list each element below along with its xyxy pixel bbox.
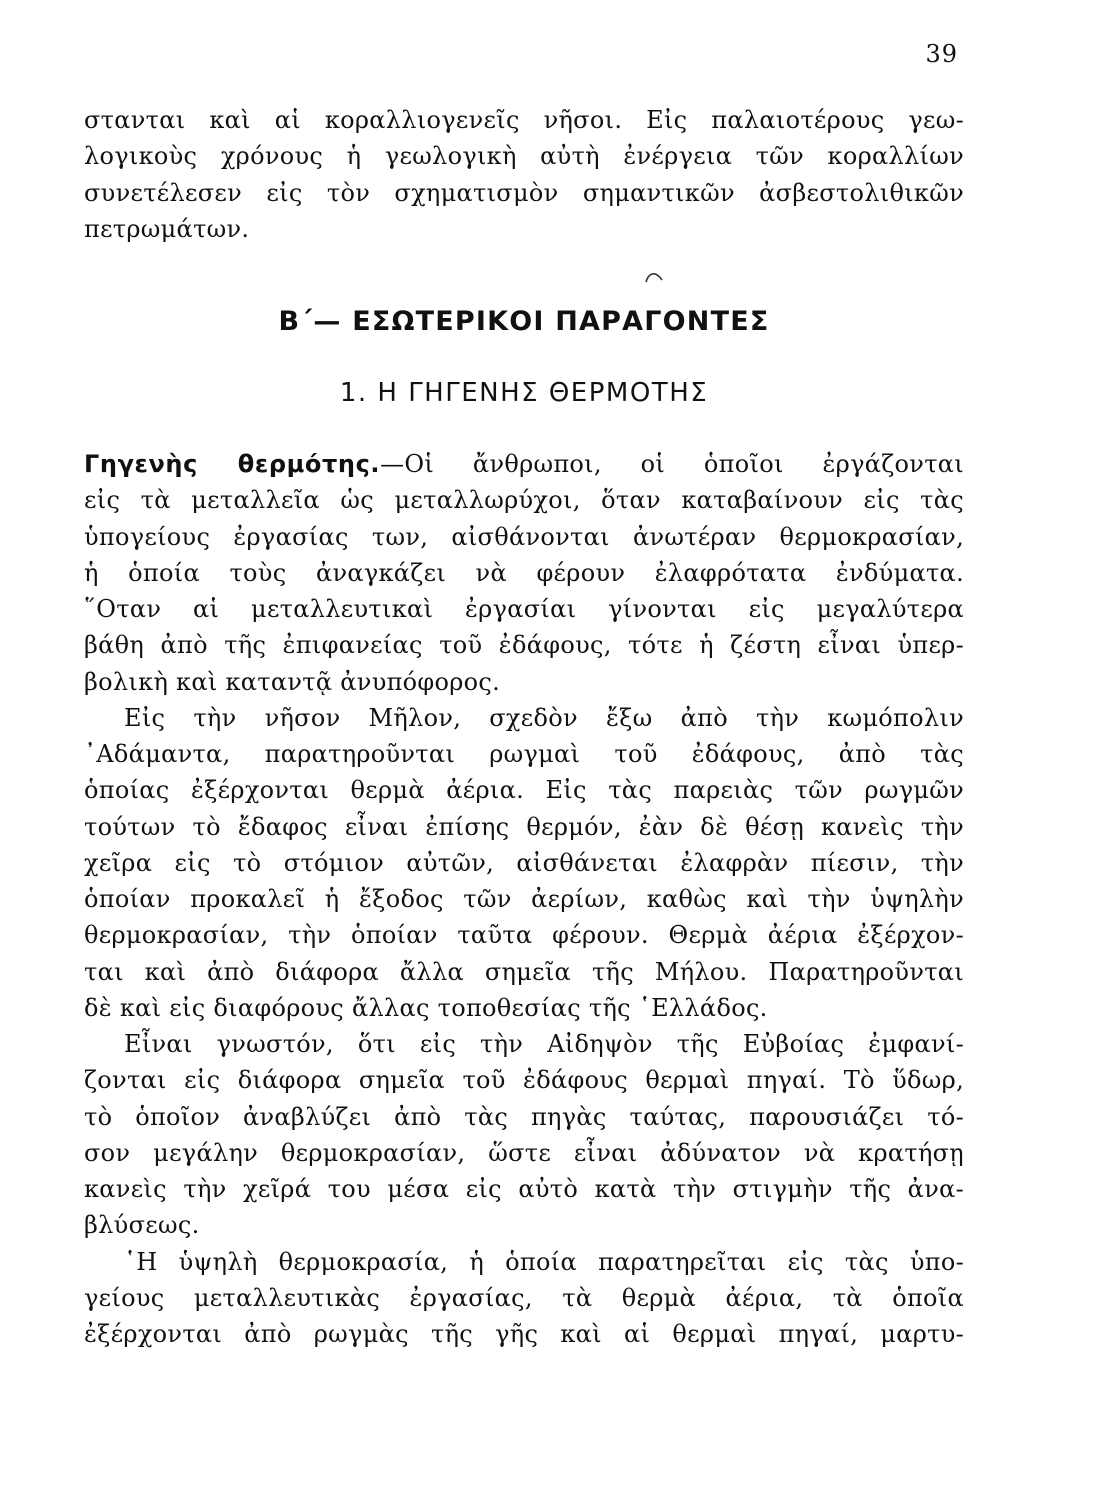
text-line: πετρωμάτων. — [84, 214, 250, 243]
section-heading: Β΄— ΕΣΩΤΕΡΙΚΟΙ ΠΑΡΑΓΟΝΤΕΣ — [278, 306, 770, 337]
text-line: εἰς τὰ μεταλλεῖα ὡς μεταλλωρύχοι, ὅταν καταβαίνουν εἰς τὰς — [84, 486, 964, 515]
pencil-mark-icon — [644, 270, 664, 284]
text-line: ζονται εἰς διάφορα σημεῖα τοῦ ἐδάφους θερμαὶ πηγαί. Τὸ ὕδωρ, — [84, 1066, 964, 1095]
text-line: ὁποίας ἐξέρχονται θερμὰ ἀέρια. Εἰς τὰς παρειὰς τῶν ρωγμῶν — [84, 776, 964, 805]
book-page — [84, 0, 964, 1500]
text-line: ῾Η ὑψηλὴ θερμοκρασία, ἡ ὁποία παρατηρεῖται εἰς τὰς ὑπο- — [124, 1247, 964, 1276]
text-line: θερμοκρασίαν, τὴν ὁποίαν ταῦτα φέρουν. Θερμὰ ἀέρια ἐξέρχον- — [84, 921, 964, 950]
text-line: ται καὶ ἀπὸ διάφορα ἄλλα σημεῖα τῆς Μήλου. Παρατηροῦνται — [84, 957, 964, 986]
text-line: ᾿Αδάμαντα, παρατηροῦνται ρωγμαὶ τοῦ ἐδάφους, ἀπὸ τὰς — [84, 740, 964, 768]
text-line: συνετέλεσεν εἰς τὸν σχηματισμὸν σημαντικῶν ἀσβεστολιθικῶν — [84, 178, 964, 207]
text-line: λογικοὺς χρόνους ἡ γεωλογικὴ αὐτὴ ἐνέργεια τῶν κοραλλίων — [84, 142, 964, 171]
text-line: ἡ ὁποία τοὺς ἀναγκάζει νὰ φέρουν ἐλαφρότατα ἐνδύματα. — [84, 558, 964, 587]
text-line: βλύσεως. — [84, 1211, 200, 1240]
text-line: χεῖρα εἰς τὸ στόμιον αὐτῶν, αἰσθάνεται ἐλαφρὰν πίεσιν, τὴν — [84, 848, 964, 877]
text-line: γείους μεταλλευτικὰς ἐργασίας, τὰ θερμὰ ἀέρια, τὰ ὁποῖα — [84, 1283, 964, 1312]
text-line: δὲ καὶ εἰς διαφόρους ἄλλας τοποθεσίας τῆς ῾Ελλάδος. — [84, 993, 768, 1022]
body-text — [84, 446, 964, 1352]
text-line: βολικὴ καὶ καταντᾷ ἀνυπόφορος. — [84, 667, 501, 696]
text-line: ὁποίαν προκαλεῖ ἡ ἔξοδος τῶν ἀερίων, καθὼς καὶ τὴν ὑψηλὴν — [84, 885, 964, 913]
text-line: Εἶναι γνωστόν, ὅτι εἰς τὴν Αἰδηψὸν τῆς Εὐβοίας ἐμφανί- — [124, 1030, 964, 1058]
text-line: τούτων τὸ ἔδαφος εἶναι ἐπίσης θερμόν, ἐὰν δὲ θέσῃ κανεὶς τὴν — [84, 812, 964, 841]
text-line: βάθη ἀπὸ τῆς ἐπιφανείας τοῦ ἐδάφους, τότε ἡ ζέστη εἶναι ὑπερ- — [84, 631, 964, 660]
text-line: ὑπογείους ἐργασίας των, αἰσθάνονται ἀνωτέραν θερμοκρασίαν, — [84, 522, 964, 551]
sub-heading: 1. Η ΓΗΓΕΝΗΣ ΘΕΡΜΟΤΗΣ — [339, 378, 709, 408]
text-line: τὸ ὁποῖον ἀναβλύζει ἀπὸ τὰς πηγὰς ταύτας, παρουσιάζει τό- — [84, 1102, 964, 1131]
text-line: ῞Οταν αἱ μεταλλευτικαὶ ἐργασίαι γίνονται εἰς μεγαλύτερα — [84, 595, 964, 623]
text-line: σον μεγάλην θερμοκρασίαν, ὥστε εἶναι ἀδύνατον νὰ κρατήσῃ — [84, 1138, 964, 1167]
text-line: κανεὶς τὴν χεῖρά του μέσα εἰς αὐτὸ κατὰ τὴν στιγμὴν τῆς ἀνα- — [84, 1175, 964, 1203]
text-line: Εἰς τὴν νῆσον Μῆλον, σχεδὸν ἔξω ἀπὸ τὴν κωμόπολιν — [124, 703, 964, 732]
text-line: στανται καὶ αἱ κοραλλιογενεῖς νῆσοι. Εἰς παλαιοτέρους γεω- — [84, 106, 964, 134]
page-number: 39 — [925, 40, 958, 68]
lead-rest: —Οἱ ἄνθρωποι, οἱ ὁποῖοι ἐργάζονται — [380, 450, 964, 478]
intro-paragraph — [84, 102, 964, 247]
lead-term: Γηγενὴς θερμότης. — [84, 450, 381, 478]
text-line — [84, 446, 964, 482]
text-line: ἐξέρχονται ἀπὸ ρωγμὰς τῆς γῆς καὶ αἱ θερμαὶ πηγαί, μαρτυ- — [84, 1320, 964, 1348]
